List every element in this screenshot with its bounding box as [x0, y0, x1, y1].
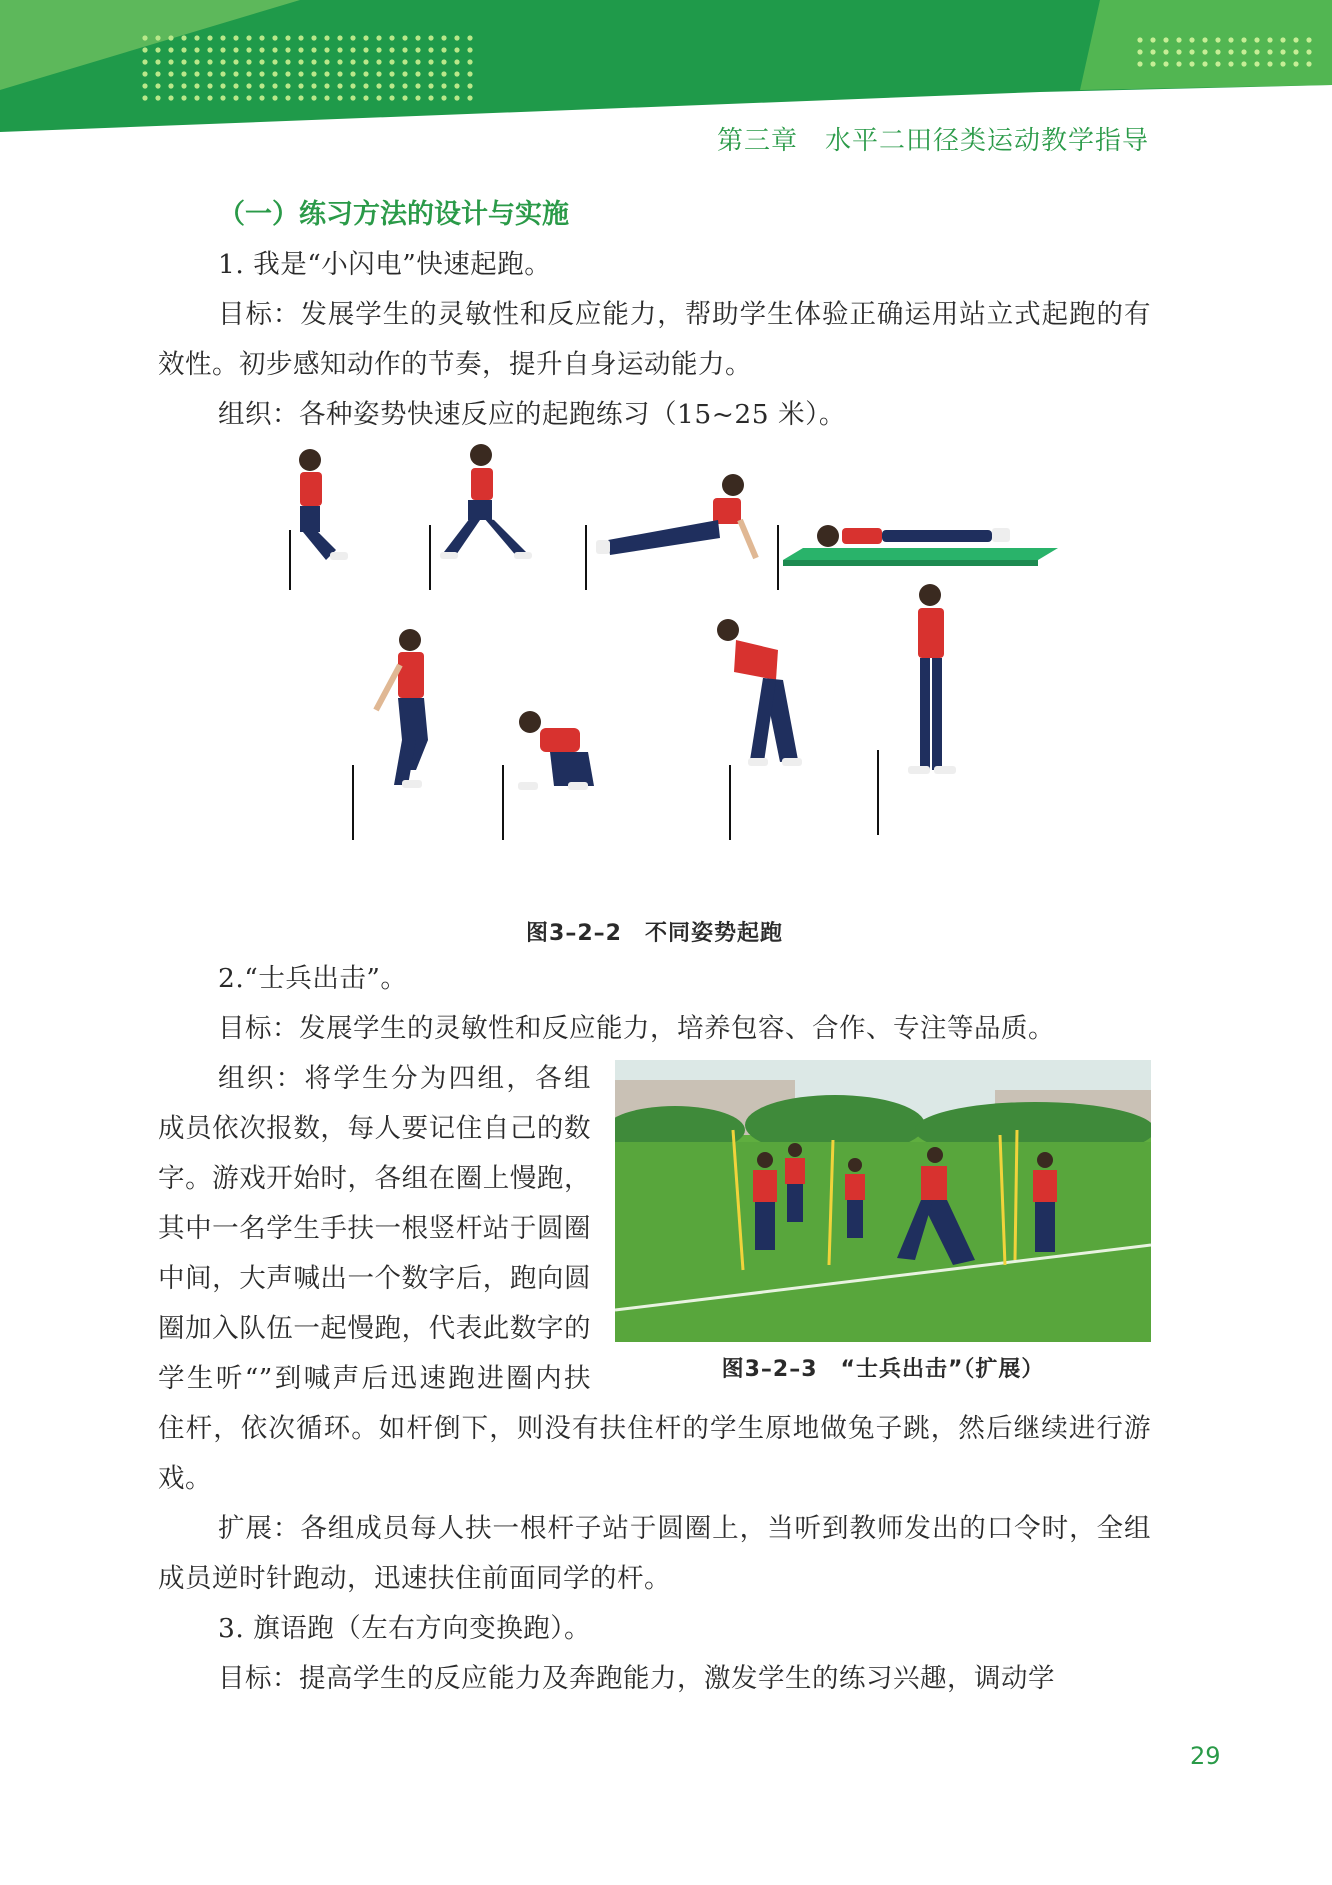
paragraph-item-2: 2.“士兵出击”。	[218, 963, 408, 994]
posture-sitting	[586, 474, 756, 590]
paragraph-organization-2: 组织：将学生分为四组，各组成员依次报数，每人要记住自己的数字。游戏开始时，各组在圈上慢跑，其中一名学生手扶一根竖杆站于圆圈中间，大声喊出一个数字后，跑向圆圈加入队伍一起慢跑，代表此数字的学生听“”到喊声后迅速跑进圈内扶住杆，依次循环。如杆倒下，则没有扶住杆的学生原地做兔子跳，然后继续进行游戏。	[158, 1063, 1151, 1494]
start-postures-figure	[158, 440, 1151, 910]
figure-caption-1: 图3–2–2 不同姿势起跑	[526, 921, 783, 946]
posture-jump	[353, 629, 428, 840]
chapter-title: 第三章 水平二田径类运动教学指导	[716, 126, 1149, 156]
soldier-game-figure	[615, 1060, 1151, 1390]
section-heading: （一）练习方法的设计与实施	[218, 199, 569, 230]
organization-block	[158, 1054, 1151, 1504]
paragraph-goal-2: 目标：发展学生的灵敏性和反应能力，培养包容、合作、专注等品质。	[218, 1013, 1055, 1044]
page-content	[158, 190, 1151, 1704]
paragraph-extension: 扩展：各组成员每人扶一根杆子站于圆圈上，当听到教师发出的口令时，全组成员逆时针跑动，迅速扶住前面同学的杆。	[158, 1513, 1151, 1594]
paragraph-organization-1: 组织：各种姿势快速反应的起跑练习（15~25 米）。	[218, 399, 846, 430]
paragraph-item-1: 1. 我是“小闪电”快速起跑。	[218, 249, 552, 280]
posture-lean	[717, 619, 802, 840]
posture-lunge	[430, 444, 532, 590]
page-number: 29	[1190, 1742, 1221, 1770]
posture-crouch	[503, 711, 594, 840]
paragraph-item-3: 3. 旗语跑（左右方向变换跑）。	[218, 1613, 591, 1644]
posture-lying	[778, 525, 1058, 590]
header-banner	[0, 0, 1332, 140]
posture-stand	[878, 584, 956, 835]
paragraph-goal-3: 目标：提高学生的反应能力及奔跑能力，激发学生的练习兴趣，调动学	[218, 1663, 1055, 1694]
soldier-game-photo	[615, 1060, 1151, 1342]
paragraph-goal-1: 目标：发展学生的灵敏性和反应能力，帮助学生体验正确运用站立式起跑的有效性。初步感知动作的节奏，提升自身运动能力。	[158, 299, 1151, 380]
posture-kneel	[290, 449, 348, 590]
figure-caption-2: 图3–2–3 “士兵出击”（扩展）	[721, 1357, 1045, 1382]
